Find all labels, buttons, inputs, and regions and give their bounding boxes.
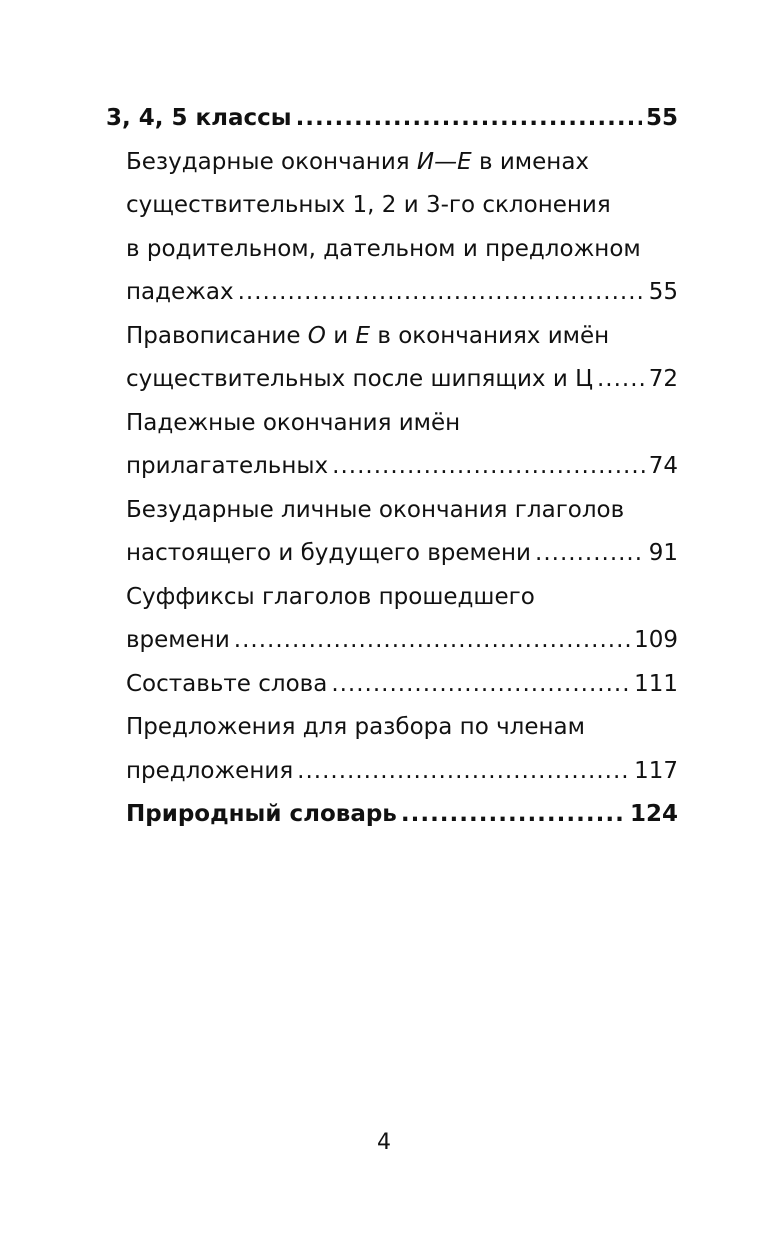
entry-italic-text: И—Е (416, 149, 472, 175)
entry-page-number: 55 (648, 279, 678, 305)
toc-entry-7[interactable] (126, 756, 678, 786)
entry-text: в окончаниях имён (377, 323, 610, 349)
entry-text: Безударные окончания (126, 149, 410, 175)
toc-entry-3-line-1 (126, 408, 460, 438)
toc-entry-3[interactable] (126, 451, 678, 481)
entry-text: Безударные личные окончания глаголов (126, 497, 625, 523)
leader-dots (296, 103, 642, 133)
toc-entry-5[interactable] (126, 625, 678, 655)
entry-page-number: 124 (629, 801, 678, 827)
toc-entry-7-line-1 (126, 712, 585, 742)
leader-dots (401, 799, 626, 829)
entry-text: Составьте слова (126, 671, 328, 697)
toc-entry-8[interactable] (126, 799, 678, 829)
leader-dots (597, 364, 645, 394)
leader-dots (297, 756, 630, 786)
toc-entry-1[interactable] (126, 277, 678, 307)
entry-page-number: 117 (634, 758, 678, 784)
entry-text: Правописание (126, 323, 301, 349)
entry-text: Предложения для разбора по членам (126, 714, 586, 740)
entry-text: существительных 1, 2 и 3-го склонения (126, 192, 611, 218)
entry-text: в родительном, дательном и предложном (126, 236, 641, 262)
leader-dots (332, 451, 645, 481)
toc-entry-4[interactable] (126, 538, 678, 568)
page-number: 4 (377, 1130, 391, 1155)
entry-text: Суффиксы глаголов прошедшего (126, 584, 535, 610)
entry-text: прилагательных (126, 453, 329, 479)
leader-dots (331, 669, 630, 699)
entry-italic-text: О (307, 323, 326, 349)
entry-text: Падежные окончания имён (126, 410, 461, 436)
entry-text: в именах (478, 149, 590, 175)
toc-entry-1-line-1 (126, 147, 589, 177)
toc-entry-2-line-1 (126, 321, 609, 351)
entry-text: падежах (126, 279, 234, 305)
entry-text: предложения (126, 758, 294, 784)
toc-entry-5-line-1 (126, 582, 535, 612)
entry-italic-text: Е (355, 323, 371, 349)
leader-dots (535, 538, 645, 568)
entry-page-number: 91 (648, 540, 678, 566)
section-title: 3, 4, 5 классы (106, 105, 292, 131)
entry-text: времени (126, 627, 230, 653)
toc-entry-6[interactable] (126, 669, 678, 699)
toc-entry-1-line-2 (126, 190, 611, 220)
toc-section-heading[interactable] (106, 103, 678, 133)
section-page-number: 55 (645, 105, 678, 131)
entry-text: и (333, 323, 349, 349)
toc-entry-4-line-1 (126, 495, 624, 525)
entry-page-number: 74 (648, 453, 678, 479)
entry-page-number: 111 (634, 671, 678, 697)
leader-dots (234, 625, 630, 655)
entry-text: существительных после шипящих и Ц (126, 366, 593, 392)
entry-page-number: 109 (634, 627, 678, 653)
toc-entry-2[interactable] (126, 364, 678, 394)
toc-entry-1-line-3 (126, 234, 641, 264)
entry-text: настоящего и будущего времени (126, 540, 532, 566)
entry-page-number: 72 (648, 366, 678, 392)
entry-text: Природный словарь (126, 801, 397, 827)
leader-dots (238, 277, 645, 307)
